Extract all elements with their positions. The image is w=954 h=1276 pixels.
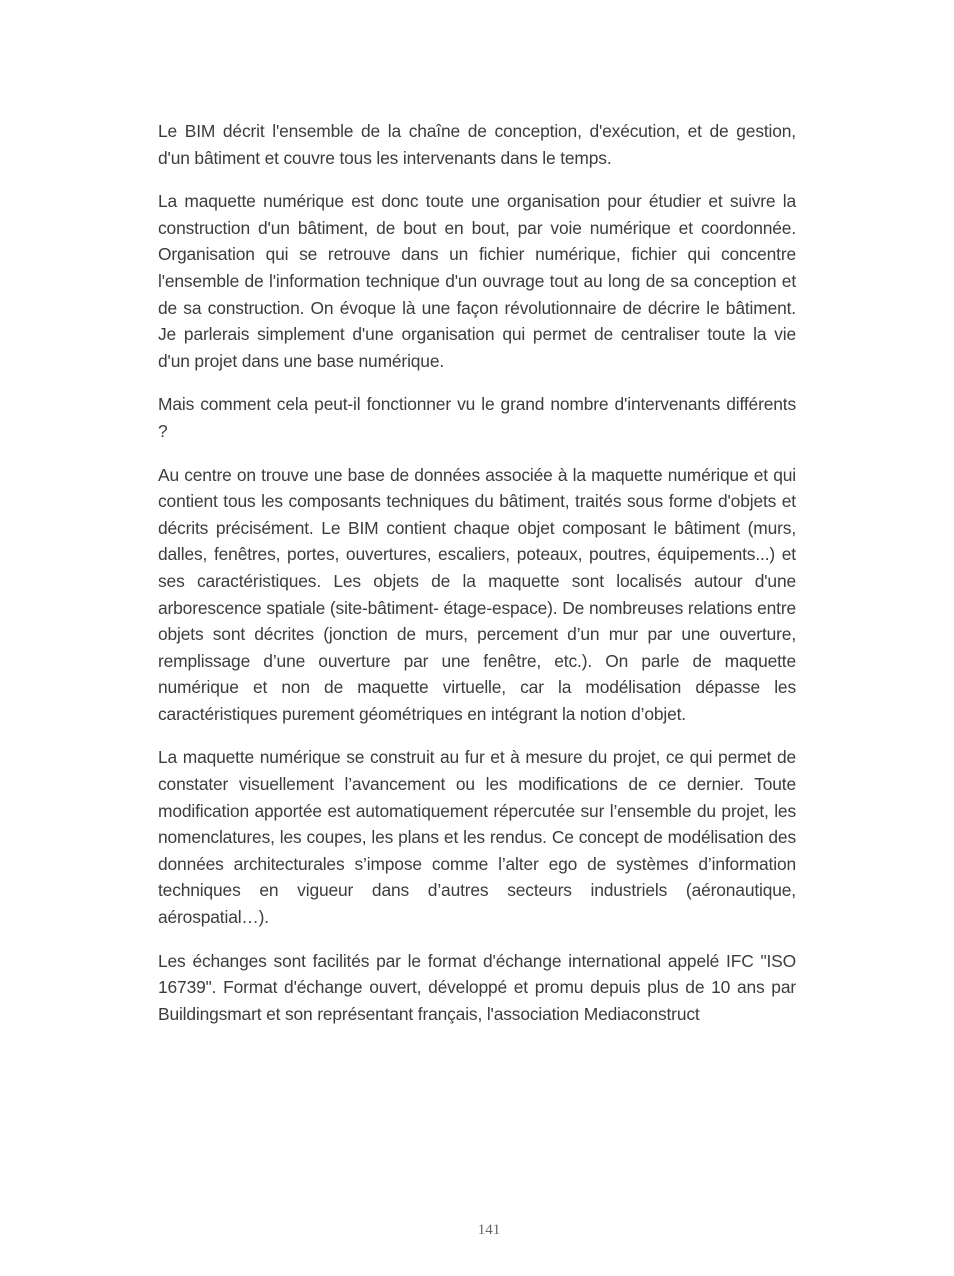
page-number: 141 (477, 1222, 501, 1238)
paragraph-digital-model: La maquette numérique est donc toute une organisation pour étudier et suivre la construction d'un bâtiment, de bout en bout, par voie numérique et coordonnée. Organisation qui se retrouve dans un fichier numérique, fichier qui concentre l'ensemble de l'information technique d'un ouvrage tout au long de sa conception et de sa construction. On évoque là une façon révolutionnaire de décrire le bâtiment. Je parlerais simplement d'une organisation qui permet de centraliser toute la vie d'un projet dans une base numérique. (158, 191, 796, 371)
paragraph-bim-definition: Le BIM décrit l'ensemble de la chaîne de conception, d'exécution, et de gestion, d'un bâtiment et couvre tous les intervenants dans le temps. (158, 121, 796, 168)
paragraph-database: Au centre on trouve une base de données associée à la maquette numérique et qui contient tous les composants techniques du bâtiment, traités sous forme d'objets et décrits précisément. Le BIM contient chaque objet composant le bâtiment (murs, dalles, fenêtres, portes, ouvertures, escaliers, poteaux, poutres, équipements...) et ses caractéristiques. Les objets de la maquette sont localisés autour d'une arborescence spatiale (site-bâtiment- étage-espace). De nombreuses relations entre objets sont décrites (jonction de murs, percement d’un mur par une ouverture, remplissage d’une ouverture par une fenêtre, etc.). On parle de maquette numérique et non de maquette virtuelle, car la modélisation dépasse les caractéristiques purement géométriques en intégrant la notion d’objet. (158, 464, 796, 724)
paragraph-model-construction: La maquette numérique se construit au fur et à mesure du projet, ce qui permet de constater visuellement l’avancement ou les modifications de ce dernier. Toute modification apportée est automatiquement répercutée sur l’ensemble du projet, les nomenclatures, les coupes, les plans et les rendus. Ce concept de modélisation des données architecturales s’impose comme l’alter ego de systèmes d’information techniques en vigueur dans d’autres secteurs industriels (aéronautique, aérospatial…). (158, 747, 796, 928)
body-text (158, 118, 796, 1044)
paragraph-ifc-exchange: Les échanges sont facilités par le format d'échange international appelé IFC "ISO 16739". Format d'échange ouvert, développé et promu depuis plus de 10 ans par Buildingsmart et son représentant français, l'association Mediaconstruct (158, 950, 796, 1024)
paragraph-question: Mais comment cela peut-il fonctionner vu le grand nombre d'intervenants différents ? (158, 394, 796, 441)
